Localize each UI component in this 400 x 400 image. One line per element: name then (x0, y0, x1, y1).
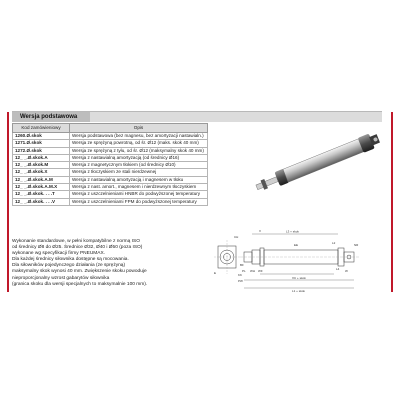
table-row (13, 162, 208, 169)
order-code: 1260.Ø.skok (13, 133, 70, 140)
order-code: 1272.Ø.skok (13, 147, 70, 154)
table-row (13, 176, 208, 183)
order-description: Wersja z nast. amort., magnesem i nierdzewnym tłoczyskiem (70, 184, 208, 191)
label-kk: KK (238, 273, 243, 277)
order-code: 12_ _.Ø.skok. . . .V (13, 198, 70, 205)
order-description: Wersja ze sprężyną z tyłu, od śr. Ø12 (maksymalny skok 40 mm) (70, 147, 208, 154)
table-row (13, 191, 208, 198)
order-code: 12_ _.Ø.skok.M (13, 162, 70, 169)
order-code: 12_ _.Ø.skok.A (13, 154, 70, 161)
table-row (13, 147, 208, 154)
description-line: nieproporcjonalny wzrost gabarytów siłownika (12, 275, 110, 281)
label-w: W (345, 269, 348, 273)
description-line: Wykonanie standardowe, w pełni kompatybilne z normą ISO (12, 239, 140, 244)
order-code: 12_ _.Ø.skok.X (13, 169, 70, 176)
description-line: Dla każdej średnicy siłownika dostępne są mocowania. (12, 257, 129, 263)
order-description: Wersja z uszczelnieniami FPM do podwyższonej temperatury (70, 198, 208, 205)
label-ch: CH (234, 235, 239, 239)
left-accent-line (7, 112, 9, 292)
order-description: Wersja z tłoczyskiem ze stali nierdzewnej (70, 169, 208, 176)
section-title: Wersja podstawowa (12, 112, 90, 122)
description-paragraph (12, 239, 202, 288)
table-row (13, 184, 208, 191)
order-description: Wersja z magnetycznym tłokiem (od średnicy Ø10) (70, 162, 208, 169)
order-code: 12_ _.Ø.skok.A.M.X (13, 184, 70, 191)
label-ee: EE (294, 243, 299, 247)
label-xc: XC + skok (292, 276, 306, 280)
label-l1: L1 + skok (292, 289, 305, 293)
dimension-drawing (214, 228, 388, 298)
table-row (13, 154, 208, 161)
description-line: (granica skoku dla wersji specjalnych to maksymalnie 100 mm). (12, 281, 148, 287)
table-row (13, 198, 208, 205)
label-l2: L2 (332, 241, 336, 245)
table-row (13, 140, 208, 147)
table-row (13, 133, 208, 140)
order-code: 1271.Ø.skok (13, 140, 70, 147)
order-description: Wersja z uszczelnieniami HNBR do podwyższonej temperatury (70, 191, 208, 198)
description-line: wykonane wg specyfikacji firmy PNEUMAX. (12, 251, 106, 257)
order-code: 12_ _.Ø.skok.A.M (13, 176, 70, 183)
label-wh: WH (250, 269, 255, 273)
label-l3: L3 + skok (286, 229, 299, 234)
label-v: V (259, 229, 262, 233)
label-nr: NR (354, 243, 359, 247)
order-description: Wersja ze sprężyną powrotną, od śr. Ø12 (maks. skok 40 mm) (70, 140, 208, 147)
table-row (13, 169, 208, 176)
table-header-row (13, 124, 208, 133)
order-description: Wersja z nastawialną amortyzacją (od średnicy Ø16) (70, 154, 208, 161)
description-line: Dla siłowników pojedynczego działania (ze sprężyną) (12, 263, 126, 269)
label-pw: PW (238, 279, 243, 283)
column-header-code: Kod zamówieniowy (13, 124, 70, 133)
cylinder-photo (246, 132, 396, 192)
order-description: Wersja z nastawialną amortyzacją i magnesem w tłoku (70, 176, 208, 183)
end-view (214, 240, 240, 274)
order-description: Wersja podstawowa (bez magnesu, bez amortyzacji nastawialn.) (70, 133, 208, 140)
description-line: od średnicy Ø8 do Ø25. Średnice Ø32, Ø40 i Ø50 (poza ISO) (12, 245, 143, 251)
label-bf: BF (240, 263, 244, 267)
section-header (12, 111, 382, 122)
column-header-description: Opis (70, 124, 208, 133)
label-wf: WF (258, 269, 263, 273)
description-line: maksymalny skok wynosi 40 mm. Zwiększenie skoku powoduje (12, 269, 147, 275)
label-pl: PL (242, 269, 246, 273)
cylinder-barrel (283, 139, 364, 183)
label-e: E (214, 271, 217, 275)
label-l4: L4 (336, 267, 340, 271)
order-code-table (12, 123, 208, 206)
order-code: 12_ _.Ø.skok. . . .T (13, 191, 70, 198)
